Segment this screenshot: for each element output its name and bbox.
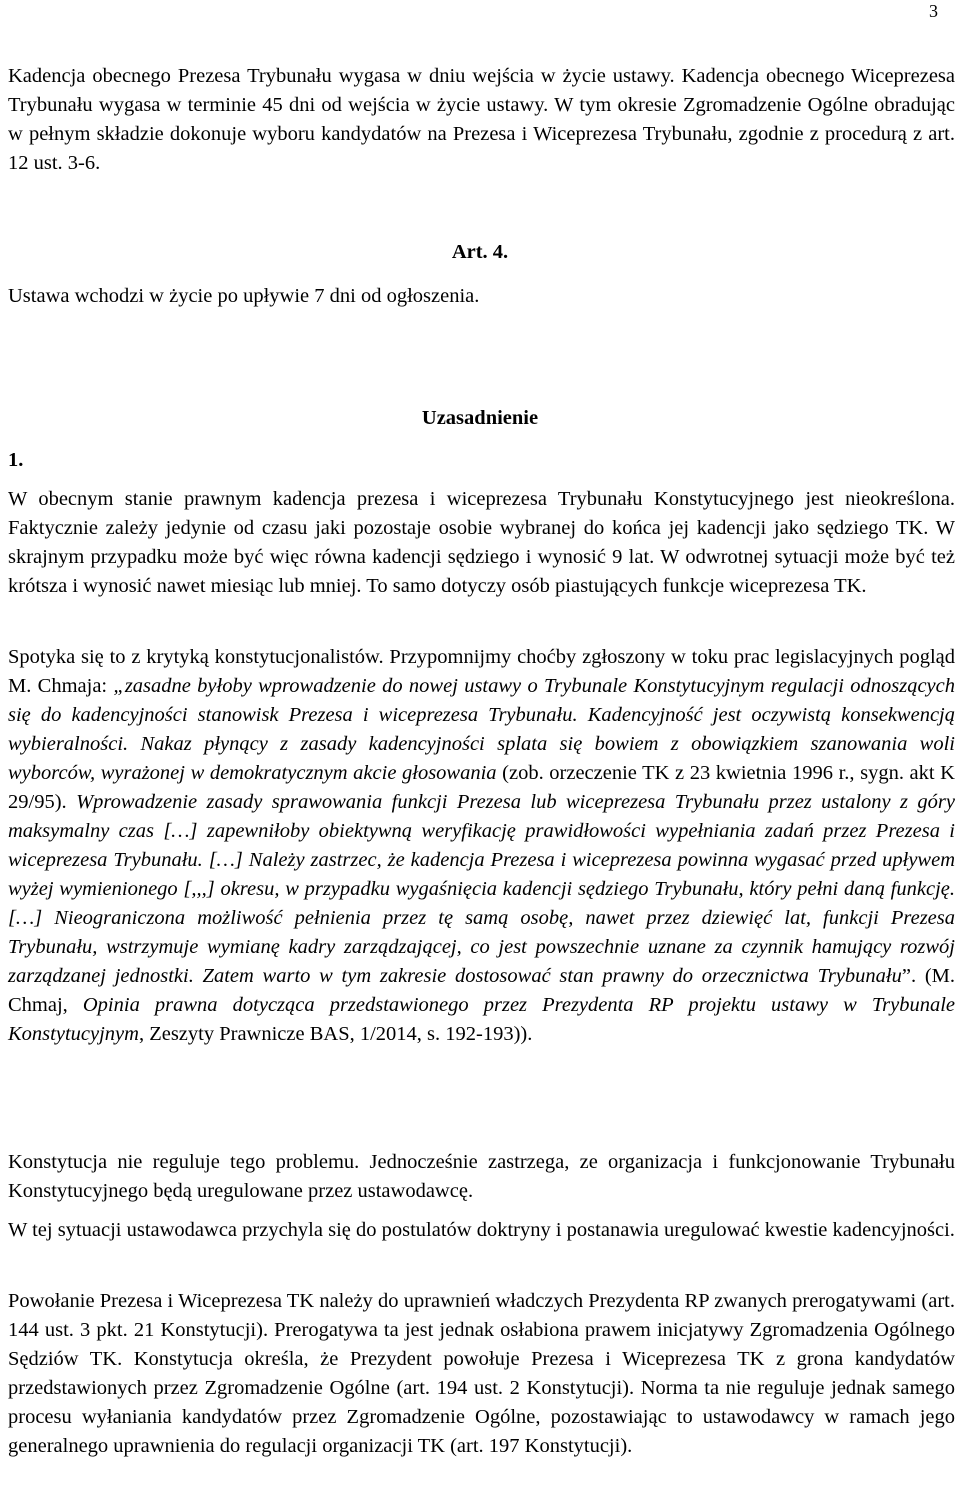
justification-paragraph-1: W obecnym stanie prawnym kadencja prezesa i wiceprezesa Trybunału Konstytucyjnego jest nieokreślona. Faktycznie zależy jedynie od czasu jaki pozostaje osobie wybranej do końca jej kadencji jako sędziego TK. W skrajnym przypadku może być więc równa kadencji sędziego i wynosić 9 lat. W odwrotnej sytuacji może być też krótsza i wynosić nawet miesiąc lub mniej. To samo dotyczy osób piastujących funkcje wiceprezesa TK. bbox=[8, 488, 955, 597]
justification-paragraph-2 bbox=[8, 643, 955, 1049]
justification-heading: Uzasadnienie bbox=[421, 407, 539, 429]
paragraph-2-text-3: ”. (M. Chmaj, bbox=[8, 965, 955, 1016]
article-heading: Art. 4. bbox=[451, 241, 509, 263]
section-number: 1. bbox=[8, 449, 24, 471]
justification-paragraph-5: Powołanie Prezesa i Wiceprezesa TK należy do uprawnień władczych Prezydenta RP zwanych prerogatywami (art. 144 ust. 3 pkt. 21 Konstytucji). Prerogatywa ta jest jednak osłabiona prawem inicjatywy Zgromadzenia Ogólnego Sędziów TK. Konstytucja określa, że Prezydent powołuje Prezesa i Wiceprezesa TK z grona kandydatów przedstawionych przez Zgromadzenie Ogólne (art. 194 ust. 2 Konstytucji). Norma ta nie reguluje jednak samego procesu wyłaniania kandydatów przez Zgromadzenie Ogólne, pozostawiając to ustawodawcy w ramach jego generalnego uprawnienia do regulacji organizacji TK (art. 197 Konstytucji). bbox=[8, 1290, 955, 1457]
article-text: Ustawa wchodzi w życie po upływie 7 dni od ogłoszenia. bbox=[8, 285, 480, 307]
justification-paragraph-3: Konstytucja nie reguluje tego problemu. Jednocześnie zastrzega, ze organizacja i funkcjonowanie Trybunału Konstytucyjnego będą uregulowane przez ustawodawcę. bbox=[8, 1151, 955, 1202]
intro-paragraph: Kadencja obecnego Prezesa Trybunału wygasa w dniu wejścia w życie ustawy. Kadencja obecnego Wiceprezesa Trybunału wygasa w terminie 45 dni od wejścia w życie ustawy. W tym okresie Zgromadzenie Ogólne obradując w pełnym składzie dokonuje wyboru kandydatów na Prezesa i Wiceprezesa Trybunału, zgodnie z procedurą z art. 12 ust. 3-6. bbox=[8, 65, 955, 174]
quote-part-1: „zasadne byłoby wprowadzenie do nowej ustawy o Trybunale Konstytucyjnym regulacji odnoszących się do kadencyjności stanowisk Prezesa i wiceprezesa Trybunału. Kadencyjność jest oczywistą konsekwencją wybieralności. Nakaz płynący z zasady kadencyjności splata się bowiem z obowiązkiem szanowania woli wyborców, wyrażonej w demokratycznym akcie głosowania bbox=[8, 675, 955, 784]
paragraph-2-text-2: (zob. orzeczenie TK z 23 kwietnia 1996 r., sygn. akt K 29/95). bbox=[8, 762, 955, 813]
paragraph-2-text-1: Spotyka się to z krytyką konstytucjonalistów. Przypomnijmy choćby zgłoszony w toku prac legislacyjnych pogląd M. Chmaja: bbox=[8, 646, 955, 697]
page-number: 3 bbox=[929, 1, 938, 21]
justification-paragraph-4: W tej sytuacji ustawodawca przychyla się do postulatów doktryny i postanawia uregulować kwestie kadencyjności. bbox=[8, 1219, 955, 1241]
cited-work-title: Opinia prawna dotycząca przedstawionego przez Prezydenta RP projektu ustawy w Trybunale Konstytucyjnym bbox=[8, 994, 955, 1045]
paragraph-2-text-4: , Zeszyty Prawnicze BAS, 1/2014, s. 192-193)). bbox=[138, 1023, 533, 1045]
quote-part-2: Wprowadzenie zasady sprawowania funkcji Prezesa lub wiceprezesa Trybunału przez ustalony z góry maksymalny czas […] zapewniłoby obiektywną weryfikację prawidłowości wypełniania zadań przez Prezesa i wiceprezesa Trybunału. […] Należy zastrzec, że kadencja Prezesa i wiceprezesa powinna wygasać przed upływem wyżej wymienionego [,,,] okresu, w przypadku wygaśnięcia kadencji sędziego Trybunału, który pełni daną funkcję. […] Nieograniczona możliwość pełnienia przez tę samą osobę, nawet przez dziewięć lat, funkcji Prezesa Trybunału, wstrzymuje wymianę kadry zarządzającej, co jest powszechnie uznane za czynnik hamujący rozwój zarządzanej jednostki. Zatem warto w tym zakresie dostosować stan prawny do orzecznictwa Trybunału bbox=[8, 791, 956, 987]
